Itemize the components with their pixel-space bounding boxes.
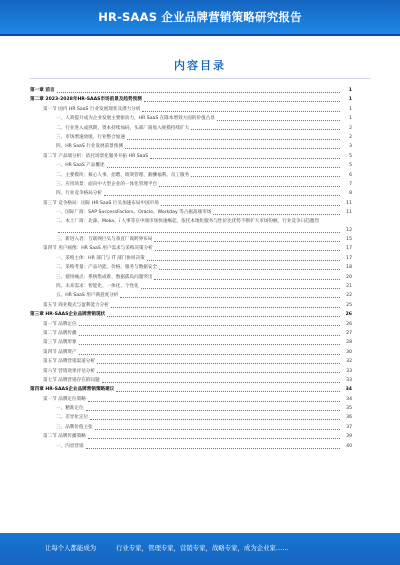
toc-dot-leader (154, 279, 340, 280)
toc-page-number: 26 (346, 321, 352, 327)
toc-entry-title: 二、差异化定位 (56, 415, 89, 421)
toc-page-number: 11 (346, 200, 352, 206)
toc-entry-title: 第三章 HR-SAAS企业品牌营销现状 (30, 312, 106, 318)
toc-dot-leader (217, 120, 340, 121)
toc-entry-title: 第五节 商业模式与盈利能力分析 (43, 302, 109, 308)
toc-dot-leader (86, 410, 340, 411)
toc-entry-title: 第三节 竞争格局：国际 HR SaaS 巨头加速布局中国市场 (43, 200, 159, 206)
toc-entry-title: 第二节 产品端分析：依托场景化服务开拓 HR SaaS (43, 153, 149, 159)
toc-entry-title: 第二节 品牌传播 (43, 330, 77, 336)
toc-entry[interactable] (30, 338, 352, 347)
toc-entry-title: 四、HR SaaS 行业发展前景预测 (56, 144, 123, 150)
toc-entry[interactable] (30, 217, 352, 235)
toc-entry-title: 第五节 品牌营销渠道分析 (43, 359, 95, 365)
toc-entry-title: 一、精准定位 (56, 406, 84, 412)
toc-dot-leader (79, 354, 340, 355)
toc-entry-title: 一、人效提升成为企业发展主要驱动力，HR SaaS 在降本增效方面的价值凸显 (56, 116, 215, 122)
toc-entry-title: 四、行业竞争格局分析 (56, 191, 102, 197)
toc-heading-divider (30, 78, 370, 79)
footer-slogan-right: 行业专家，管理专家，营销专家，战略专家，成为企业家…… (116, 544, 289, 552)
toc-page-number: 33 (346, 368, 352, 374)
toc-page-number: 1 (348, 97, 352, 103)
toc-entry-title: 三、使用痛点：系统集成难、数据孤岛问题突出 (56, 274, 153, 280)
toc-entry-title: 第一节 国内 HR SaaS 行业发展现状及潜力分析 (43, 106, 141, 112)
toc-page-number: 1 (349, 116, 352, 122)
toc-page-number: 40 (346, 443, 352, 449)
toc-page-number: 30 (346, 349, 352, 355)
toc-entry-title: 第四章 HR-SAAS企业品牌营销策略建议 (30, 387, 115, 393)
toc-page-number: 12 (346, 227, 352, 233)
toc-entry[interactable] (30, 273, 352, 282)
toc-dot-leader (88, 401, 340, 402)
toc-page-number: 20 (346, 274, 352, 280)
toc-dot-leader (120, 297, 340, 298)
toc-dot-leader (97, 372, 340, 373)
toc-dot-leader (159, 269, 340, 270)
toc-page-number: 11 (346, 210, 352, 216)
toc-entry-title: 四、未来需求：智能化、一体化、个性化 (56, 284, 139, 289)
toc-entry[interactable] (30, 189, 352, 198)
toc-entry[interactable] (30, 95, 352, 104)
toc-page-number: 5 (349, 153, 352, 159)
toc-page-number: 32 (346, 359, 352, 365)
footer-slogan (45, 543, 289, 552)
toc-entry-title: 二、本土厂商：北森、Moka、i 人事等在中端市场快速崛起，依托本地化服务与性价比优势不断扩大市场份额，行业竞争日趋激烈 (56, 219, 319, 225)
toc-entry[interactable] (30, 180, 352, 189)
toc-dot-leader (88, 438, 340, 439)
toc-entry[interactable] (30, 385, 352, 394)
toc-page-number: 8 (349, 191, 352, 197)
toc-dot-leader (102, 382, 340, 383)
toc-dot-leader (97, 363, 340, 364)
toc-entry-title: 三、新进入者：互联网巨头与垂直厂商跨界布局 (56, 237, 153, 243)
toc-page-number: 2 (349, 134, 352, 140)
toc-entry[interactable] (30, 404, 352, 413)
toc-entry[interactable] (30, 152, 352, 161)
toc-entry-title: 第三节 品牌形象 (43, 340, 77, 346)
toc-entry-title: 第二节 品牌传播策略 (43, 434, 86, 440)
toc-dot-leader (57, 92, 340, 93)
toc-entry[interactable] (30, 171, 352, 180)
header-divider (0, 34, 400, 36)
toc-entry-title: 第七节 品牌营销存在的问题 (43, 377, 100, 383)
toc-page-number: 36 (346, 415, 352, 421)
toc-page-number: 34 (345, 387, 352, 393)
report-title: HR-SAAS 企业品牌营销策略研究报告 (98, 10, 302, 24)
toc-entry-title: 第六节 营销效果评估分析 (43, 368, 95, 374)
toc-page-number: 17 (346, 255, 352, 261)
toc-entry-title: 二、主要模块：核心人事、招聘、绩效管理、薪酬福利、员工服务 (56, 172, 190, 178)
toc-entry[interactable] (30, 329, 352, 338)
toc-page-number: 18 (346, 265, 352, 271)
toc-entry[interactable] (30, 310, 352, 319)
toc-dot-leader (79, 335, 340, 336)
toc-entry[interactable] (30, 442, 352, 451)
toc-entry[interactable] (30, 348, 352, 357)
toc-dot-leader (155, 250, 340, 251)
toc-dot-leader (111, 307, 340, 308)
toc-entry[interactable] (30, 376, 352, 385)
toc-dot-leader (191, 129, 340, 130)
toc-dot-leader (161, 205, 340, 206)
toc-page-number: 33 (346, 377, 352, 383)
toc-entry[interactable] (30, 133, 352, 142)
toc-dot-leader (213, 214, 340, 215)
toc-entry[interactable] (30, 244, 352, 253)
toc-dot-leader (107, 316, 340, 317)
toc-entry-title: 二、采购考量：产品功能、价格、服务与数据安全 (56, 265, 158, 271)
toc-page-number: 15 (346, 237, 352, 243)
toc-page-number: 21 (346, 284, 352, 289)
toc-page-number: 37 (346, 424, 352, 430)
toc-dot-leader (142, 111, 340, 112)
toc-page-number: 28 (346, 340, 352, 346)
toc-dot-leader (154, 241, 340, 242)
toc-entry[interactable] (30, 357, 352, 366)
toc-entry-title: 三、品牌价值主张 (56, 424, 93, 430)
toc-entry-title: 第二章 2023-2028年HR-SAAS市场前景及趋势预测 (30, 97, 142, 103)
toc-dot-leader (127, 139, 340, 140)
toc-dot-leader (144, 101, 340, 102)
toc-heading: 内容目录 (174, 59, 226, 72)
toc-dot-leader (125, 148, 340, 149)
toc-dot-leader (191, 176, 340, 177)
toc-page-number: 6 (349, 172, 352, 178)
toc-dot-leader (116, 391, 340, 392)
toc-page-number: 17 (346, 246, 352, 252)
toc-entry-title: 三、市场增速放缓，行业整合加速 (56, 134, 125, 140)
toc-entry-title: 第一节 品牌定位 (43, 321, 77, 327)
toc-dot-leader (104, 195, 340, 196)
footer-banner (0, 533, 400, 565)
table-of-contents (30, 86, 352, 451)
toc-entry[interactable] (30, 423, 352, 432)
toc-entry[interactable] (30, 86, 352, 95)
toc-page-number: 3 (349, 144, 352, 150)
toc-entry-title: 第一节 品牌定位策略 (43, 396, 86, 402)
toc-dot-leader (141, 288, 340, 289)
toc-page-number: 27 (346, 330, 352, 336)
toc-dot-leader (95, 429, 340, 430)
toc-dot-leader (58, 232, 340, 233)
header-banner (0, 0, 400, 34)
toc-entry[interactable] (30, 367, 352, 376)
toc-entry[interactable] (30, 161, 352, 170)
toc-page-number: 34 (346, 396, 352, 402)
toc-dot-leader (107, 167, 340, 168)
toc-entry-title: 一、采购主体：HR 部门与 IT 部门协同决策 (56, 255, 145, 261)
toc-page-number: 39 (346, 434, 352, 440)
toc-dot-leader (147, 260, 340, 261)
toc-page-number: 1 (349, 106, 352, 112)
toc-page-number: 35 (346, 406, 352, 412)
toc-entry[interactable] (30, 105, 352, 114)
toc-entry[interactable] (30, 432, 352, 441)
toc-dot-leader (150, 158, 340, 159)
toc-page-number: 25 (346, 302, 352, 308)
toc-page-number: 5 (349, 163, 352, 169)
toc-entry[interactable] (30, 114, 352, 123)
toc-dot-leader (86, 448, 340, 449)
toc-entry-title: 一、HR SaaS 产品概述 (56, 163, 105, 169)
toc-entry[interactable] (30, 124, 352, 133)
toc-dot-leader (159, 186, 340, 187)
toc-dot-leader (79, 325, 340, 326)
toc-entry[interactable] (30, 235, 352, 244)
toc-entry[interactable] (30, 254, 352, 263)
footer-slogan-left: 让每个人都能成为 (45, 544, 97, 552)
toc-entry[interactable] (30, 142, 352, 151)
toc-entry-title: 二、行业进入成熟期，资本持续加码，头部厂商收入规模持续扩大 (56, 125, 190, 131)
toc-entry[interactable] (30, 263, 352, 272)
toc-entry[interactable] (30, 320, 352, 329)
toc-entry-title: 三、应用场景：面向中大型企业的一体化管理平台 (56, 181, 158, 187)
toc-page-number: 22 (346, 293, 352, 299)
toc-entry[interactable] (30, 291, 352, 300)
toc-page-number: 1 (348, 87, 352, 93)
toc-page-number: 7 (349, 181, 352, 187)
toc-entry[interactable] (30, 199, 352, 208)
toc-dot-leader (90, 419, 340, 420)
toc-entry-title: 第四节 用户画像：HR SaaS 用户需求与采购决策分析 (43, 246, 153, 252)
toc-entry-title: 第一章 前言 (30, 87, 55, 93)
toc-entry[interactable] (30, 282, 352, 291)
toc-entry-title: 一、国际厂商：SAP SuccessFactors、Oracle、Workday 等占据高端市场 (56, 210, 212, 216)
toc-entry[interactable] (30, 395, 352, 404)
toc-entry-title: 五、HR SaaS 用户满意度分析 (56, 293, 119, 299)
toc-entry-title: 第四节 品牌资产 (43, 349, 77, 355)
toc-entry[interactable] (30, 208, 352, 217)
toc-entry[interactable] (30, 301, 352, 310)
toc-entry[interactable] (30, 413, 352, 422)
toc-page-number: 26 (345, 312, 352, 318)
toc-entry-title: 一、内容营销 (56, 443, 84, 449)
toc-dot-leader (79, 344, 340, 345)
toc-page-number: 2 (349, 125, 352, 131)
